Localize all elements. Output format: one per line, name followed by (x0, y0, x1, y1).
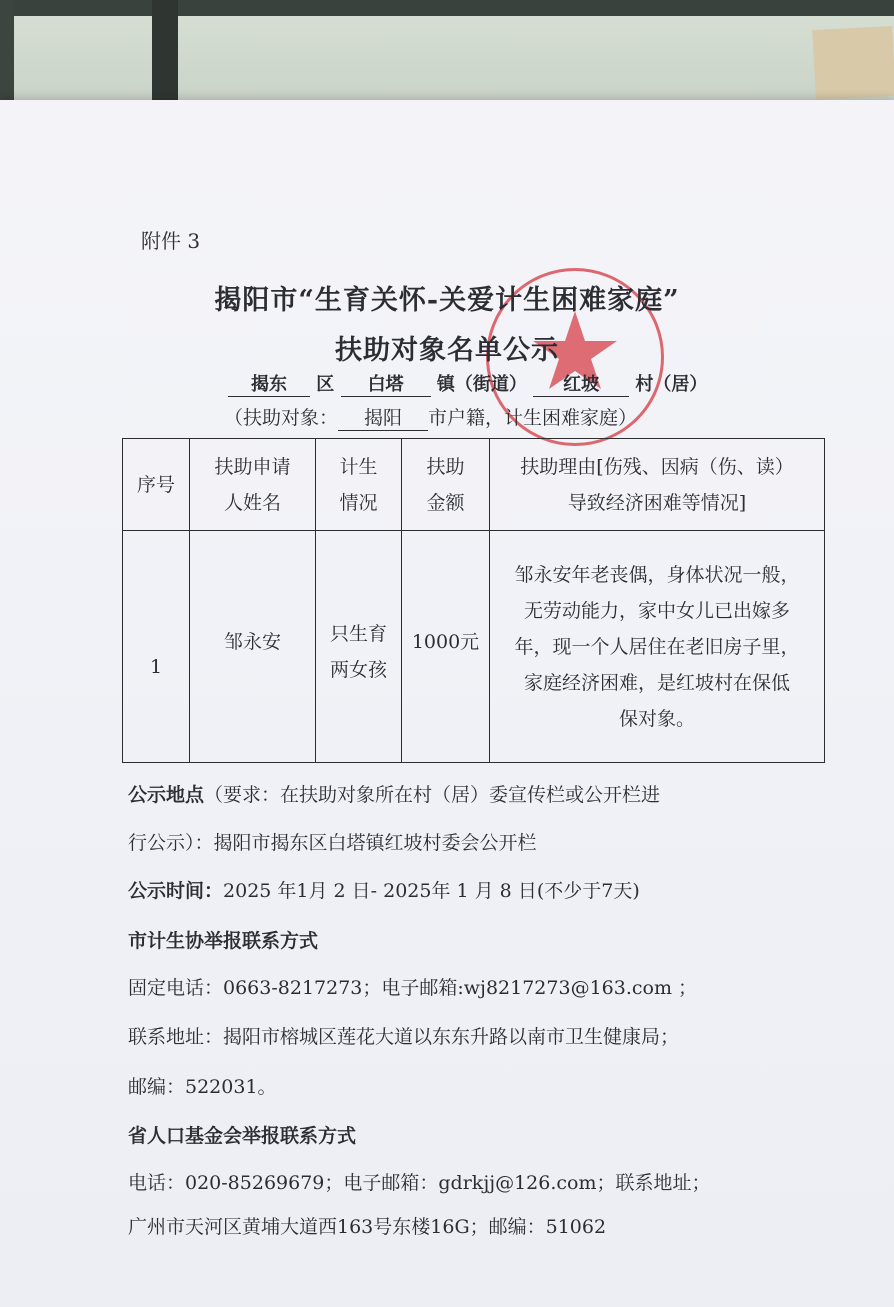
town-suffix: 镇（街道） (436, 374, 527, 395)
place-line-2: 行公示）：揭阳市揭东区白塔镇红坡村委会公开栏 (128, 832, 537, 854)
cell-amount: 1000元 (402, 531, 490, 763)
background-wall (0, 0, 894, 110)
cell-no: 1 (123, 531, 190, 763)
header-reason: 扶助理由[伤残、因病（伤、读） 导致经济困难等情况] (490, 439, 825, 531)
cell-name: 邹永安 (190, 531, 316, 763)
period-value: 2025 年1月 2 日- 2025年 1 月 8 日(不少于7天) (223, 880, 640, 902)
location-line (228, 370, 707, 397)
tape (812, 26, 894, 100)
attachment-label: 附件 3 (141, 229, 201, 253)
city-contact-zip: 邮编：522031。 (128, 1076, 277, 1098)
subject-suffix: 市户籍，计生困难家庭） (428, 407, 638, 429)
background-frame-post (152, 0, 178, 110)
district-value: 揭东 (228, 370, 310, 397)
province-contact-heading: 省人口基金会举报联系方式 (128, 1125, 357, 1147)
place-label: 公示地点 (128, 784, 205, 806)
beneficiary-table (122, 438, 825, 763)
subject-line (224, 403, 637, 431)
notice-title: 揭阳市“生育关怀-关爱计生困难家庭” (214, 285, 680, 316)
place-line-1 (128, 780, 660, 807)
city-contact-phone: 固定电话：0663-8217273；电子邮箱:wj8217273@163.com ； (128, 977, 698, 999)
background-frame-top (0, 0, 894, 16)
header-amount: 扶助 金额 (402, 439, 490, 531)
header-name: 扶助申请 人姓名 (190, 439, 316, 531)
background-frame-left (0, 0, 14, 110)
city-contact-heading: 市计生协举报联系方式 (128, 930, 319, 952)
place-requirement: （要求：在扶助对象所在村（居）委宣传栏或公开栏进 (204, 784, 661, 806)
town-value: 白塔 (341, 370, 431, 397)
village-suffix: 村（居） (635, 374, 708, 395)
header-plan: 计生 情况 (316, 439, 402, 531)
city-contact-address: 联系地址：揭阳市榕城区莲花大道以东东升路以南市卫生健康局； (128, 1026, 680, 1048)
village-value: 红坡 (533, 370, 629, 397)
header-no: 序号 (123, 439, 190, 531)
table-row (123, 531, 825, 763)
district-suffix: 区 (316, 374, 335, 395)
subject-city: 揭阳 (338, 403, 428, 431)
notice-subtitle: 扶助对象名单公示 (335, 335, 559, 366)
table-header-row (123, 439, 825, 531)
cell-plan: 只生育 两女孩 (316, 531, 402, 763)
period-label: 公示时间： (128, 880, 224, 902)
cell-reason: 邹永安年老丧偶，身体状况一般， 无劳动能力，家中女儿已出嫁多 年，现一个人居住在老旧房子里， 家庭经济困难，是红坡村在保低 保对象。 (490, 531, 825, 763)
subject-prefix: （扶助对象： (224, 407, 339, 429)
province-contact-address: 广州市天河区黄埔大道西163号东楼16G；邮编：51062 (128, 1216, 607, 1238)
province-contact-phone: 电话：020-85269679；电子邮箱：gdrkjj@126.com；联系地址； (128, 1172, 711, 1194)
period-line (128, 876, 640, 903)
